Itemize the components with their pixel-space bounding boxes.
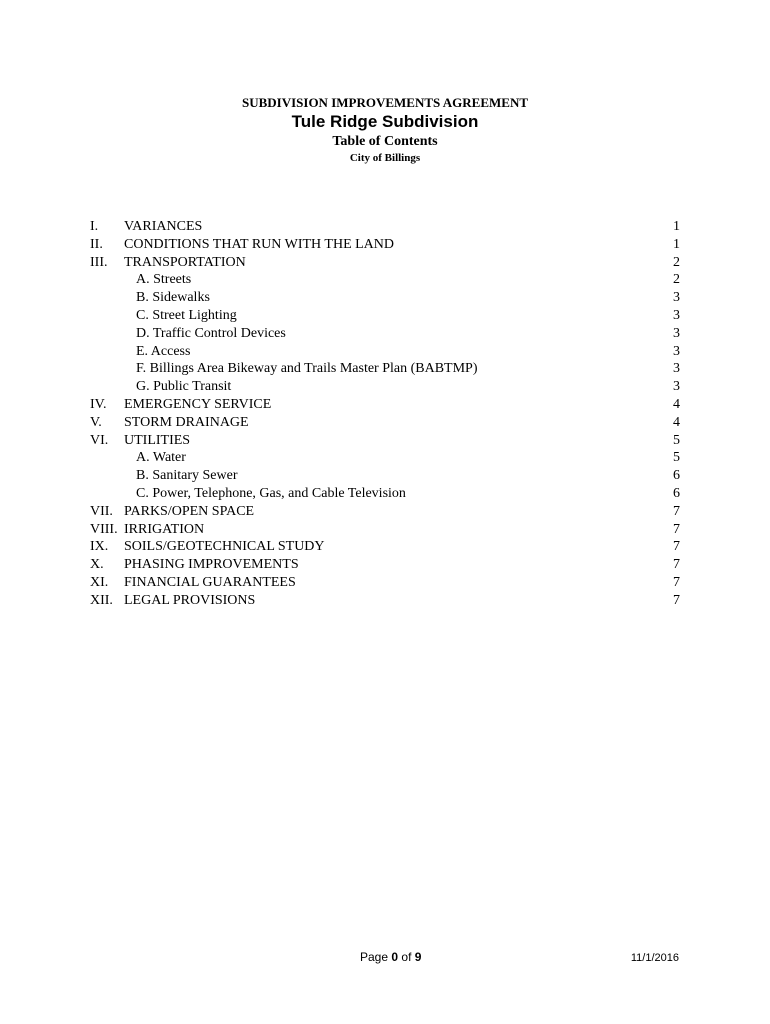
toc-page: 6 bbox=[673, 485, 680, 501]
toc-number: VI. bbox=[90, 432, 109, 448]
toc-label: B. Sidewalks bbox=[136, 290, 210, 306]
toc-page: 7 bbox=[673, 592, 680, 608]
toc-subentry bbox=[90, 485, 680, 503]
toc-entry bbox=[90, 432, 680, 450]
toc-number: VII. bbox=[90, 503, 113, 519]
toc-number: IV. bbox=[90, 396, 107, 412]
subdivision-title: Tule Ridge Subdivision bbox=[291, 112, 479, 131]
toc-subentry bbox=[90, 449, 680, 467]
page-prefix: Page bbox=[360, 950, 389, 964]
footer-date: 11/1/2016 bbox=[630, 952, 679, 964]
toc-page: 3 bbox=[673, 290, 680, 306]
toc-number: I. bbox=[90, 219, 99, 234]
toc-entry bbox=[90, 254, 680, 272]
toc-label: A. Water bbox=[136, 450, 186, 466]
toc-page: 3 bbox=[673, 325, 680, 341]
toc-page: 6 bbox=[673, 468, 680, 484]
toc-number: X. bbox=[90, 557, 104, 573]
toc-entry bbox=[90, 574, 680, 592]
toc-number: XII. bbox=[90, 592, 113, 608]
city-name: City of Billings bbox=[349, 152, 421, 164]
toc-label: LEGAL PROVISIONS bbox=[124, 592, 256, 608]
agreement-title: SUBDIVISION IMPROVEMENTS AGREEMENT bbox=[241, 95, 529, 110]
toc-entry bbox=[90, 236, 680, 254]
toc-label: CONDITIONS THAT RUN WITH THE LAND bbox=[124, 236, 395, 252]
total-pages: 9 bbox=[414, 950, 422, 964]
table-of-contents bbox=[90, 218, 680, 610]
toc-label: F. Billings Area Bikeway and Trails Master Plan (BABTMP) bbox=[136, 361, 478, 377]
toc-label: B. Sanitary Sewer bbox=[136, 468, 238, 484]
toc-entry bbox=[90, 592, 680, 610]
toc-number: V. bbox=[90, 414, 102, 430]
document-header bbox=[0, 94, 770, 166]
toc-label: TRANSPORTATION bbox=[124, 254, 246, 270]
toc-title: Table of Contents bbox=[332, 134, 438, 149]
toc-page: 1 bbox=[673, 236, 680, 252]
toc-label: G. Public Transit bbox=[136, 379, 232, 395]
toc-label: IRRIGATION bbox=[124, 521, 205, 537]
toc-subentry bbox=[90, 271, 680, 289]
toc-subentry bbox=[90, 343, 680, 361]
toc-entry bbox=[90, 503, 680, 521]
toc-entry bbox=[90, 396, 680, 414]
toc-label: C. Power, Telephone, Gas, and Cable Television bbox=[136, 485, 406, 501]
toc-page: 5 bbox=[673, 450, 680, 466]
toc-page: 3 bbox=[673, 307, 680, 323]
toc-label: A. Streets bbox=[136, 272, 192, 288]
toc-page: 2 bbox=[673, 254, 680, 270]
toc-label: VARIANCES bbox=[124, 219, 203, 234]
toc-subentry bbox=[90, 325, 680, 343]
toc-subentry bbox=[90, 378, 680, 396]
toc-entry bbox=[90, 538, 680, 556]
toc-label: STORM DRAINAGE bbox=[124, 414, 249, 430]
toc-page: 4 bbox=[673, 414, 680, 430]
toc-entry bbox=[90, 556, 680, 574]
toc-page: 1 bbox=[673, 219, 680, 234]
of-word: of bbox=[401, 950, 412, 964]
toc-subentry bbox=[90, 307, 680, 325]
toc-subentry bbox=[90, 360, 680, 378]
toc-number: IX. bbox=[90, 539, 109, 555]
toc-page: 7 bbox=[673, 557, 680, 573]
toc-page: 7 bbox=[673, 574, 680, 590]
toc-number: III. bbox=[90, 254, 108, 270]
toc-number: XI. bbox=[90, 574, 109, 590]
page-indicator bbox=[360, 950, 421, 964]
toc-page: 3 bbox=[673, 379, 680, 395]
toc-subentry bbox=[90, 289, 680, 307]
toc-entry bbox=[90, 521, 680, 539]
toc-label: PARKS/OPEN SPACE bbox=[124, 503, 255, 519]
toc-page: 7 bbox=[673, 539, 680, 555]
toc-number: II. bbox=[90, 236, 103, 252]
current-page: 0 bbox=[391, 950, 399, 964]
toc-page: 7 bbox=[673, 521, 680, 537]
toc-number: VIII. bbox=[90, 521, 118, 537]
toc-label: D. Traffic Control Devices bbox=[136, 325, 286, 341]
toc-label: UTILITIES bbox=[124, 432, 191, 448]
toc-label: SOILS/GEOTECHNICAL STUDY bbox=[124, 539, 325, 555]
toc-page: 7 bbox=[673, 503, 680, 519]
toc-entry bbox=[90, 218, 680, 236]
toc-label: EMERGENCY SERVICE bbox=[124, 396, 272, 412]
toc-page: 3 bbox=[673, 343, 680, 359]
toc-entry bbox=[90, 414, 680, 432]
toc-page: 4 bbox=[673, 396, 680, 412]
toc-label: PHASING IMPROVEMENTS bbox=[124, 557, 299, 573]
toc-page: 3 bbox=[673, 361, 680, 377]
toc-page: 5 bbox=[673, 432, 680, 448]
toc-label: C. Street Lighting bbox=[136, 307, 237, 323]
toc-label: E. Access bbox=[136, 343, 191, 359]
toc-page: 2 bbox=[673, 272, 680, 288]
toc-subentry bbox=[90, 467, 680, 485]
toc-label: FINANCIAL GUARANTEES bbox=[124, 574, 296, 590]
